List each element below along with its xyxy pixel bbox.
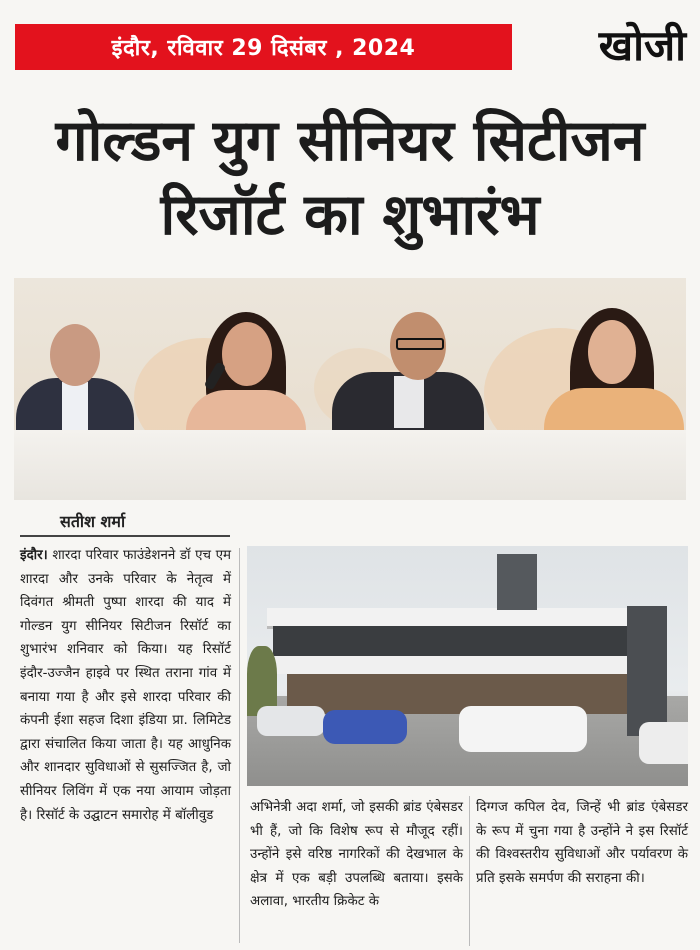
article-headline [0,104,700,252]
column-divider [239,548,240,943]
dateline-text: इंदौर, रविवार 29 दिसंबर , 2024 [111,36,416,61]
article-dateline-lead: इंदौर। [20,548,48,563]
car-suv-white [459,706,587,752]
byline-divider [20,535,230,537]
column-3-text: दिग्गज कपिल देव, जिन्हें भी ब्रांड एंबेसडर के रूप में चुना गया है उन्होंने ने इस रिसॉर्ट की विश्वस्तरीय सुविधाओं और पर्यावरण के प्रति इसके समर्पण की सराहना की। [476,800,688,886]
column-2-text: अभिनेत्री अदा शर्मा, जो इसकी ब्रांड एंबेसडर भी हैं, जो कि विशेष रूप से मौजूद रहीं। उन्होंने इसे वरिष्ठ नागरिकों की देखभाल के क्षेत्र में एक बड़ी उपलब्धि बताया। इसके अलावा, भारतीय क्रिकेट के [250,800,463,910]
author-byline: सतीश शर्मा [60,512,126,531]
car-blue [323,710,407,744]
event-photo [14,278,686,500]
article-column-2 [250,796,463,914]
car-white-2 [639,722,688,764]
column-1-text: शारदा परिवार फाउंडेशनने डॉ एच एम शारदा और उनके परिवार के नेतृत्व में दिवंगत श्रीमती पुष्पा शारदा की याद में गोल्डन युग सीनियर सिटीजन रिसॉर्ट का शुभारंभ शनिवार को किया। यह रिसॉर्ट इंदौर-उज्जैन हाइवे पर स्थित तराना गांव में बनाया गया है और इसे शारदा परिवार की कंपनी ईशा सहज दिशा इंडिया प्रा. लिमिटेड द्वारा संचालित किया जाता है। यह आधुनिक और शानदार सुविधाओं से सुसज्जित है, जो सीनियर लिविंग में एक नया आयाम जोड़ता है। रिसॉर्ट के उद्घाटन समारोह में बॉलीवुड [20,548,231,823]
dateline-banner [15,24,512,70]
table-cloth [14,430,686,500]
resort-building-photo [247,546,688,786]
column-divider [469,796,470,946]
car-white [257,706,325,736]
newspaper-masthead: खोजी [598,21,686,70]
article-column-1 [20,544,231,827]
headline-line-1: गोल्डन युग सीनियर सिटीजन [55,108,645,174]
headline-line-2: रिजॉर्ट का शुभारंभ [160,182,540,248]
article-column-3 [476,796,688,890]
